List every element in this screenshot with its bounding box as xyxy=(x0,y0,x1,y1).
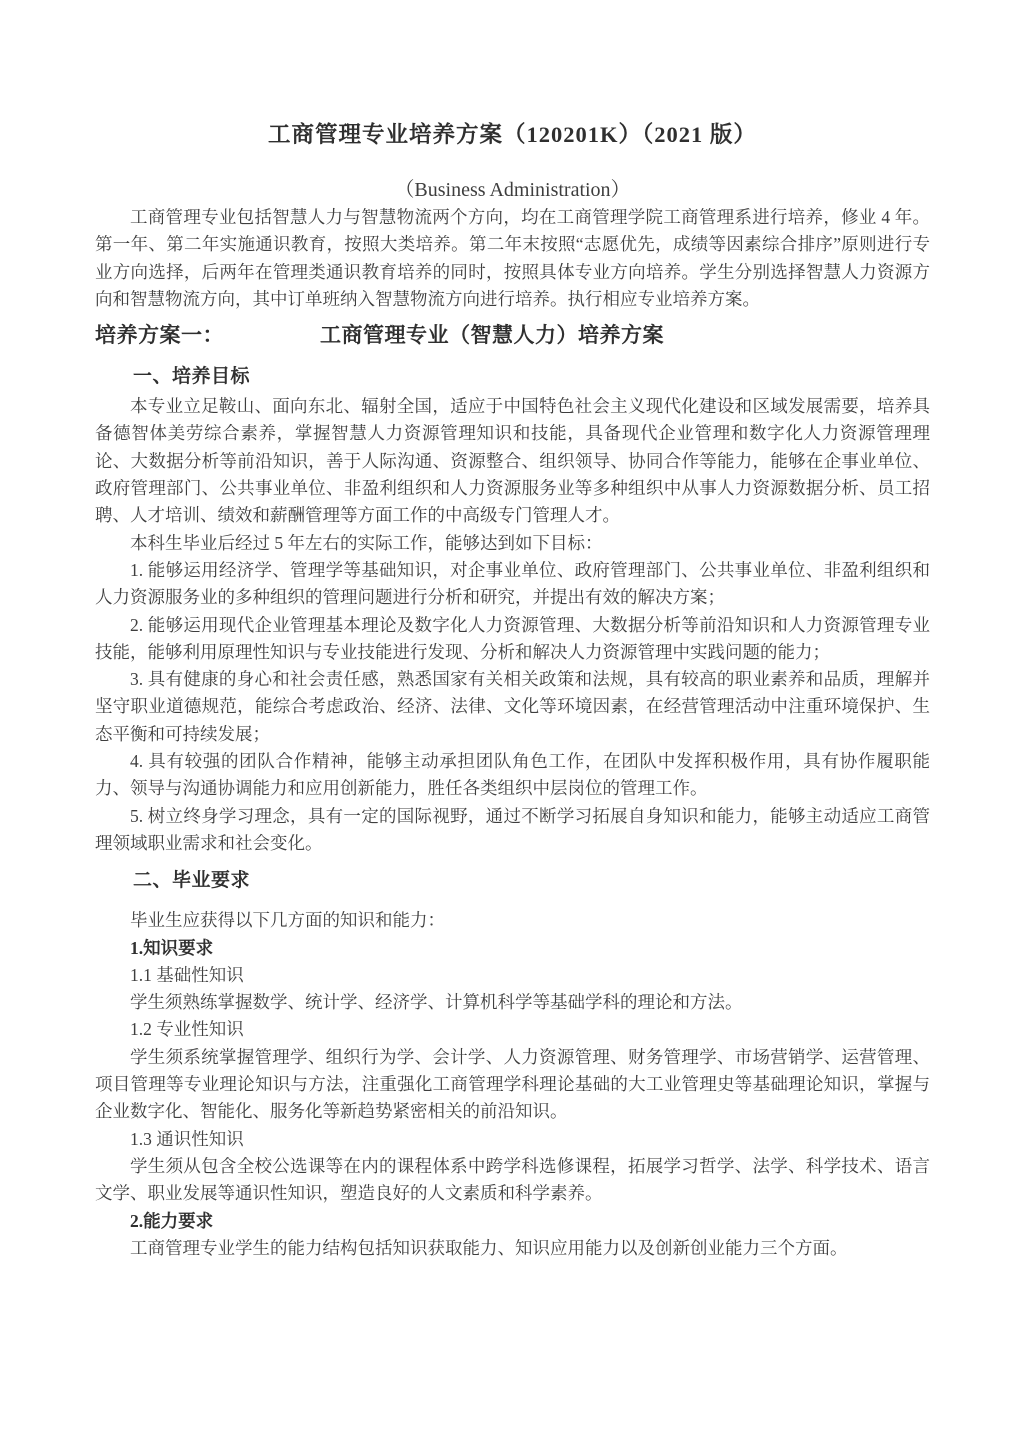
requirements-intro: 毕业生应获得以下几方面的知识和能力： xyxy=(130,910,445,931)
knowledge-text-1-3: 学生须从包含全校公选课等在内的课程体系中跨学科选修课程，拓展学习哲学、法学、科学技术、语言文学、职业发展等通识性知识，塑造良好的人文素质和科学素养。 xyxy=(95,1155,930,1204)
knowledge-heading: 1.知识要求 xyxy=(130,937,214,958)
section-heading-requirements: 二、毕业要求 xyxy=(133,870,251,892)
goal-item-4: 4. 具有较强的团队合作精神，能够主动承担团队角色工作，在团队中发挥积极作用，具有协作履职能力、领导与沟通协调能力和应用创新能力，胜任各类组织中层岗位的管理工作。 xyxy=(95,751,930,799)
goals-lead: 本科生毕业后经过 5 年左右的实际工作，能够达到如下目标： xyxy=(130,532,603,553)
goal-item-2: 2. 能够运用现代企业管理基本理论及数字化人力资源管理、大数据分析等前沿知识和人力资源管理专业技能，能够利用原理性知识与专业技能进行发现、分析和解决人力资源管理中实践问题的能力； xyxy=(95,614,930,662)
doc-title: 工商管理专业培养方案（120201K）（2021 版） xyxy=(268,122,757,147)
knowledge-text-1-1: 学生须熟练掌握数学、统计学、经济学、计算机科学等基础学科的理论和方法。 xyxy=(130,992,743,1013)
intro-paragraph: 工商管理专业包括智慧人力与智慧物流两个方向，均在工商管理学院工商管理系进行培养，修业 4 年。第一年、第二年实施通识教育，按照大类培养。第二年末按照“志愿优先，成绩等因素综合排序”原则进行专业方向选择，后两年在管理类通识教育培养的同时，按照具体专业方向培养。学生分别选择智慧人力资源方向和智慧物流方向，其中订单班纳入智慧物流方向进行培养。执行相应专业培养方案。 xyxy=(95,207,930,309)
ability-heading: 2.能力要求 xyxy=(130,1210,214,1231)
goal-item-3: 3. 具有健康的身心和社会责任感，熟悉国家有关相关政策和法规，具有较高的职业素养和品质，理解并坚守职业道德规范，能综合考虑政治、经济、法律、文化等环境因素，在经营管理活动中注重环境保护、生态平衡和可持续发展； xyxy=(95,669,930,744)
doc-subtitle: （Business Administration） xyxy=(394,179,631,201)
plan-one-heading xyxy=(95,321,930,351)
goal-item-5: 5. 树立终身学习理念，具有一定的国际视野，通过不断学习拓展自身知识和能力，能够主动适应工商管理领域职业需求和社会变化。 xyxy=(95,805,930,853)
goals-paragraph: 本专业立足鞍山、面向东北、辐射全国，适应于中国特色社会主义现代化建设和区域发展需要，培养具备德智体美劳综合素养，掌握智慧人力资源管理知识和技能，具备现代企业管理和数字化人力资源管理理论、大数据分析等前沿知识，善于人际沟通、资源整合、组织领导、协同合作等能力，能够在企事业单位、政府管理部门、公共事业单位、非盈利组织和人力资源服务业等多种组织中从事人力资源数据分析、员工招聘、人才培训、绩效和薪酬管理等方面工作的中高级专门管理人才。 xyxy=(95,396,930,526)
knowledge-sub-1-2: 1.2 专业性知识 xyxy=(130,1019,244,1040)
knowledge-sub-1-3: 1.3 通识性知识 xyxy=(130,1128,244,1149)
ability-text: 工商管理专业学生的能力结构包括知识获取能力、知识应用能力以及创新创业能力三个方面。 xyxy=(130,1237,848,1258)
section-heading-goals: 一、培养目标 xyxy=(133,366,251,388)
plan-one-label: 培养方案一： xyxy=(95,324,224,348)
goal-item-1: 1. 能够运用经济学、管理学等基础知识，对企事业单位、政府管理部门、公共事业单位、非盈利组织和人力资源服务业的多种组织的管理问题进行分析和研究，并提出有效的解决方案； xyxy=(95,559,930,608)
knowledge-sub-1-1: 1.1 基础性知识 xyxy=(130,964,244,985)
knowledge-text-1-2: 学生须系统掌握管理学、组织行为学、会计学、人力资源管理、财务管理学、市场营销学、运营管理、项目管理等专业理论知识与方法，注重强化工商管理学科理论基础的大工业管理史等基础理论知识，掌握与企业数字化、智能化、服务化等新趋势紧密相关的前沿知识。 xyxy=(95,1046,930,1122)
plan-one-title: 工商管理专业（智慧人力）培养方案 xyxy=(320,324,664,348)
